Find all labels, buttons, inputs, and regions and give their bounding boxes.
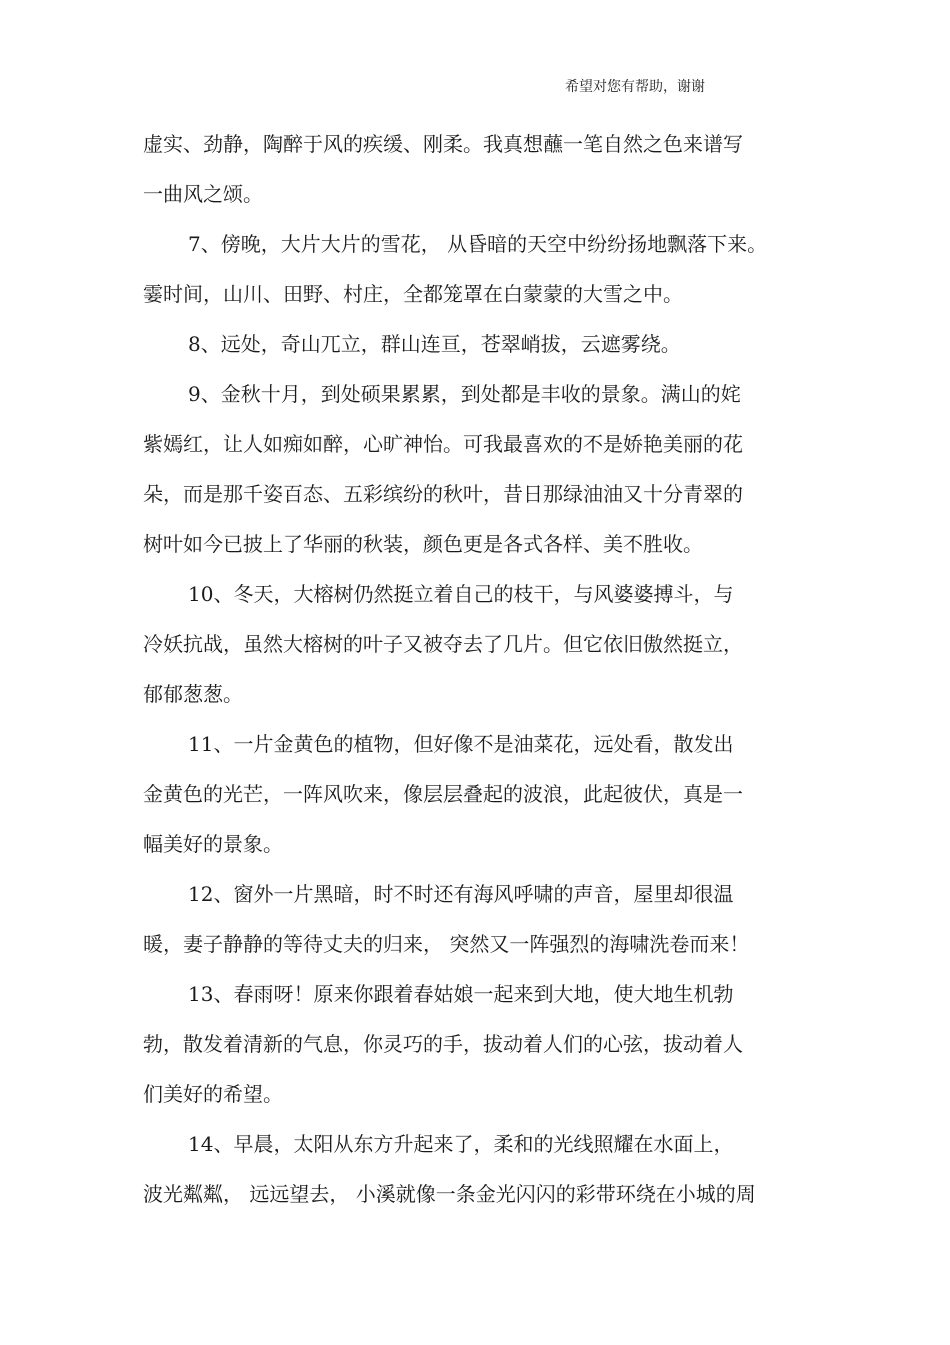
body-line: 幅美好的景象。	[143, 832, 283, 856]
body-line: 虚实、劲静，陶醉于风的疾缓、刚柔。我真想蘸一笔自然之色来谱写	[143, 132, 743, 156]
body-line: 树叶如今已披上了华丽的秋装，颜色更是各式各样、美不胜收。	[143, 532, 703, 556]
body-line: 朵，而是那千姿百态、五彩缤纷的秋叶，昔日那绿油油又十分青翠的	[143, 482, 743, 506]
body-line: 金黄色的光芒，一阵风吹来，像层层叠起的波浪，此起彼伏，真是一	[143, 782, 743, 806]
body-line: 郁郁葱葱。	[143, 682, 243, 706]
body-line: 8、远处，奇山兀立，群山连亘，苍翠峭拔，云遮雾绕。	[188, 332, 681, 356]
body-line: 13、春雨呀！原来你跟着春姑娘一起来到大地，使大地生机勃	[188, 982, 734, 1006]
body-line: 7、傍晚，大片大片的雪花， 从昏暗的天空中纷纷扬地飘落下来。	[188, 232, 768, 256]
body-line: 一曲风之颂。	[143, 182, 263, 206]
body-line: 紫嫣红，让人如痴如醉，心旷神怡。可我最喜欢的不是娇艳美丽的花	[143, 432, 743, 456]
body-line: 勃，散发着清新的气息，你灵巧的手，拔动着人们的心弦，拔动着人	[143, 1032, 743, 1056]
body-line: 9、金秋十月，到处硕果累累，到处都是丰收的景象。满山的姹	[188, 382, 741, 406]
body-line: 12、窗外一片黑暗，时不时还有海风呼啸的声音，屋里却很温	[188, 882, 734, 906]
header-note: 希望对您有帮助，谢谢	[565, 79, 705, 95]
body-line: 11、一片金黄色的植物，但好像不是油菜花，远处看，散发出	[188, 732, 734, 756]
body-line: 们美好的希望。	[143, 1082, 283, 1106]
body-line: 14、早晨，太阳从东方升起来了，柔和的光线照耀在水面上，	[188, 1132, 734, 1156]
body-line: 波光粼粼， 远远望去， 小溪就像一条金光闪闪的彩带环绕在小城的周	[143, 1182, 756, 1206]
body-line: 10、冬天，大榕树仍然挺立着自己的枝干，与风婆婆搏斗，与	[188, 582, 734, 606]
body-line: 冷妖抗战，虽然大榕树的叶子又被夺去了几片。但它依旧傲然挺立，	[143, 632, 743, 656]
body-line: 暖，妻子静静的等待丈夫的归来， 突然又一阵强烈的海啸洗卷而来！	[143, 932, 750, 956]
body-line: 霎时间，山川、田野、村庄，全都笼罩在白蒙蒙的大雪之中。	[143, 282, 683, 306]
